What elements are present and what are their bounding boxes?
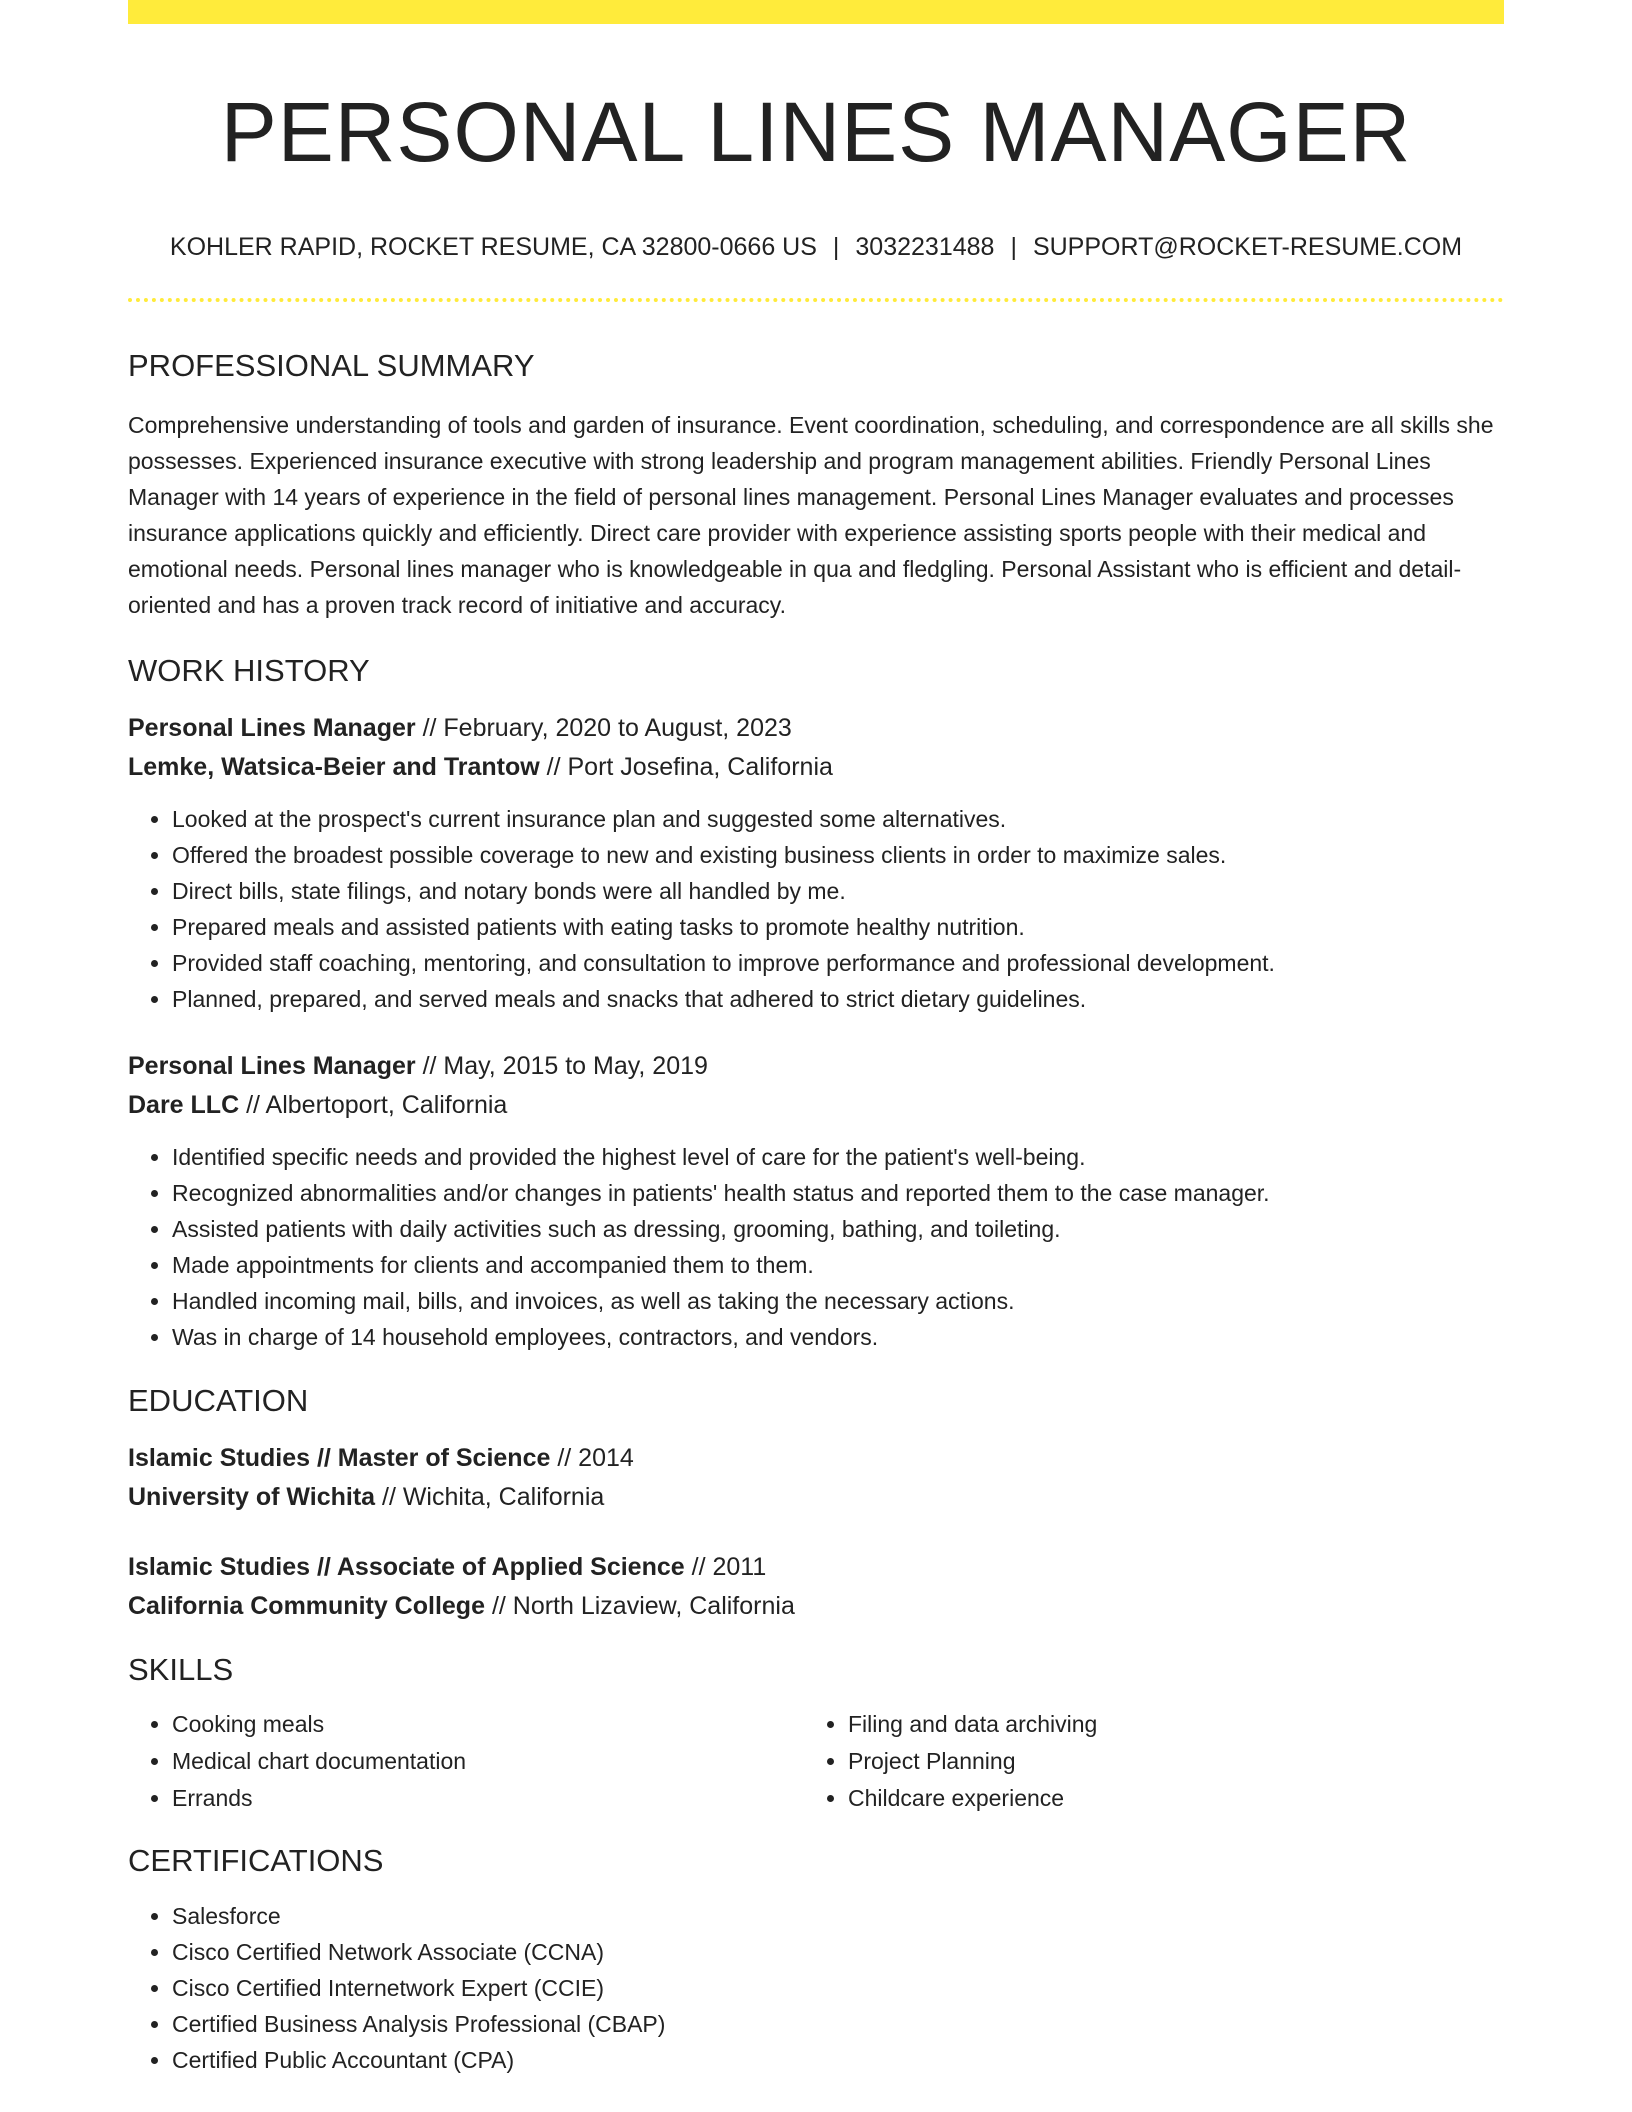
list-item: • Made appointments for clients and accompanied them to them. — [172, 1247, 1504, 1283]
contact-address: KOHLER RAPID, ROCKET RESUME, CA 32800-0666 US — [169, 232, 817, 261]
contact-email: SUPPORT@ROCKET-RESUME.COM — [1032, 232, 1463, 261]
education-location: // Wichita, California — [382, 1483, 605, 1512]
job-dates: // May, 2015 to May, 2019 — [422, 1051, 708, 1080]
work-history-heading: WORK HISTORY — [128, 652, 370, 688]
list-item: • Cooking meals — [172, 1706, 804, 1743]
list-item: • Cisco Certified Network Associate (CCNA) — [172, 1934, 1504, 1970]
education-degree-line — [128, 1439, 1504, 1478]
skills-list-left — [128, 1706, 804, 1817]
list-item: • Prepared meals and assisted patients with eating tasks to promote healthy nutrition. — [172, 909, 1504, 945]
education-entry — [128, 1439, 1504, 1517]
job-entry — [128, 709, 1504, 1017]
skills-heading: SKILLS — [128, 1652, 234, 1688]
education-school-line — [128, 1587, 1504, 1626]
education-year: // 2014 — [557, 1444, 634, 1473]
list-item: • Recognized abnormalities and/or changes in patients' health status and reported them to the case manager. — [172, 1175, 1504, 1211]
list-item: • Certified Business Analysis Professional (CBAP) — [172, 2006, 1504, 2042]
certifications-list — [128, 1898, 1504, 2078]
job-company: Lemke, Watsica-Beier and Trantow — [128, 752, 540, 781]
education-entry — [128, 1548, 1504, 1626]
education-school: California Community College — [128, 1592, 485, 1621]
job-title-line — [128, 709, 1504, 748]
summary-heading: PROFESSIONAL SUMMARY — [128, 348, 535, 384]
education-degree-line — [128, 1548, 1504, 1587]
education-school-line — [128, 1478, 1504, 1517]
education-location: // North Lizaview, California — [491, 1592, 795, 1621]
education-degree: Islamic Studies // Associate of Applied Science — [128, 1553, 685, 1582]
education-degree: Islamic Studies // Master of Science — [128, 1444, 551, 1473]
resume-title: PERSONAL LINES MANAGER — [220, 85, 1412, 179]
list-item: • Salesforce — [172, 1898, 1504, 1934]
list-item: • Looked at the prospect's current insurance plan and suggested some alternatives. — [172, 801, 1504, 837]
job-role: Personal Lines Manager — [128, 713, 416, 742]
certifications-heading: CERTIFICATIONS — [128, 1843, 384, 1879]
list-item: • Direct bills, state filings, and notary bonds were all handled by me. — [172, 873, 1504, 909]
list-item: • Project Planning — [848, 1743, 1480, 1780]
resume-page — [128, 0, 1504, 2078]
accent-top-bar — [128, 0, 1504, 24]
job-entry — [128, 1047, 1504, 1355]
education-heading: EDUCATION — [128, 1382, 309, 1418]
job-company: Dare LLC — [128, 1090, 240, 1119]
skills-list-right — [804, 1706, 1480, 1817]
list-item: • Handled incoming mail, bills, and invoices, as well as taking the necessary actions. — [172, 1283, 1504, 1319]
list-item: • Errands — [172, 1780, 804, 1817]
list-item: • Identified specific needs and provided the highest level of care for the patient's well-being. — [172, 1139, 1504, 1175]
job-role: Personal Lines Manager — [128, 1051, 416, 1080]
job-location: // Albertoport, California — [246, 1090, 508, 1119]
contact-line — [128, 231, 1504, 264]
list-item: • Medical chart documentation — [172, 1743, 804, 1780]
list-item: • Offered the broadest possible coverage to new and existing business clients in order to maximize sales. — [172, 837, 1504, 873]
education-year: // 2011 — [691, 1553, 767, 1582]
job-company-line — [128, 748, 1504, 787]
list-item: • Planned, prepared, and served meals and snacks that adhered to strict dietary guidelines. — [172, 981, 1504, 1017]
list-item: • Cisco Certified Internetwork Expert (CCIE) — [172, 1970, 1504, 2006]
job-location: // Port Josefina, California — [546, 752, 833, 781]
education-school: University of Wichita — [128, 1483, 376, 1512]
summary-text: Comprehensive understanding of tools and garden of insurance. Event coordination, scheduling, and correspondence are all skills she possesses. Experienced insurance executive with strong leadership and program management abilities. Friendly Personal Lines Manager with 14 years of experience in the field of personal lines management. Personal Lines Manager evaluates and processes insurance applications quickly and efficiently. Direct care provider with experience assisting sports people with their medical and emotional needs. Personal lines manager who is knowledgeable in qua and fledgling. Personal Assistant who is efficient and detail-oriented and has a proven track record of initiative and accuracy. — [128, 411, 1494, 618]
contact-phone: 3032231488 — [855, 232, 995, 261]
job-company-line — [128, 1086, 1504, 1125]
list-item: • Certified Public Accountant (CPA) — [172, 2042, 1504, 2078]
list-item: • Provided staff coaching, mentoring, and consultation to improve performance and professional development. — [172, 945, 1504, 981]
job-title-line — [128, 1047, 1504, 1086]
skills-columns — [128, 1706, 1504, 1817]
job-bullets — [128, 801, 1504, 1017]
dotted-divider — [128, 298, 1504, 302]
job-bullets — [128, 1139, 1504, 1355]
job-dates: // February, 2020 to August, 2023 — [422, 713, 792, 742]
list-item: • Filing and data archiving — [848, 1706, 1480, 1743]
list-item: • Was in charge of 14 household employees, contractors, and vendors. — [172, 1319, 1504, 1355]
list-item: • Childcare experience — [848, 1780, 1480, 1817]
contact-separator: | — [832, 232, 840, 261]
list-item: • Assisted patients with daily activities such as dressing, grooming, bathing, and toileting. — [172, 1211, 1504, 1247]
contact-separator: | — [1010, 232, 1017, 261]
